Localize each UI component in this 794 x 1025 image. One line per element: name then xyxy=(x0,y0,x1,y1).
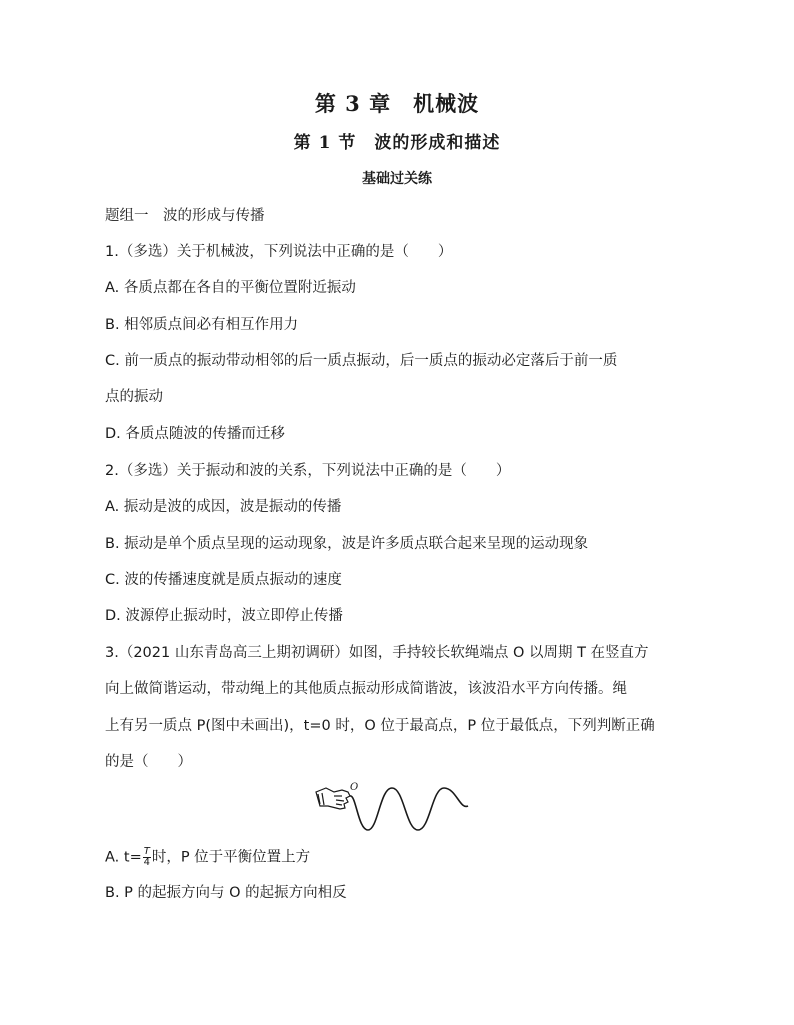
fraction-denominator: 4 xyxy=(143,857,150,868)
chapter-title: 第 3 章 机械波 xyxy=(314,91,480,116)
subsection-title: 基础过关练 xyxy=(362,171,432,187)
answer-paren: （ ） xyxy=(452,463,511,479)
question-2-text: 2.（多选）关于振动和波的关系，下列说法中正确的是 xyxy=(105,463,453,479)
question-1-option-c-line2: 点的振动 xyxy=(105,389,163,405)
question-1-option-c-line1: C. 前一质点的振动带动相邻的后一质点振动，后一质点的振动必定落后于前一质 xyxy=(105,353,618,369)
option-a-suffix: 时，P 位于平衡位置上方 xyxy=(151,849,311,866)
question-1-option-b: B. 相邻质点间必有相互作用力 xyxy=(105,317,299,333)
answer-paren: （ ） xyxy=(134,754,192,770)
question-2-option-b: B. 振动是单个质点呈现的运动现象，波是许多质点联合起来呈现的运动现象 xyxy=(105,536,589,552)
fraction-t-over-4 xyxy=(143,847,151,868)
hand-icon xyxy=(316,788,350,809)
question-2-option-c: C. 波的传播速度就是质点振动的速度 xyxy=(105,572,342,588)
question-3-text: 的是 xyxy=(105,754,134,770)
question-3-line1: 3.（2021 山东青岛高三上期初调研）如图，手持较长软绳端点 O 以周期 T 在竖直方 xyxy=(105,645,649,661)
option-a-prefix: A. t= xyxy=(105,849,142,866)
fraction-numerator: T xyxy=(143,846,150,857)
group-title: 题组一 波的形成与传播 xyxy=(105,208,265,224)
question-1-text: 1.（多选）关于机械波，下列说法中正确的是 xyxy=(105,244,395,260)
question-3-option-a xyxy=(105,847,310,868)
point-o-label: O xyxy=(350,782,359,793)
question-3-line3: 上有另一质点 P(图中未画出)，t=0 时，O 位于最高点，P 位于最低点，下列判断正确 xyxy=(105,718,655,734)
question-2-option-a: A. 振动是波的成因，波是振动的传播 xyxy=(105,499,342,515)
section-title: 第 1 节 波的形成和描述 xyxy=(293,133,501,153)
question-1-stem xyxy=(105,242,453,262)
question-1-option-d: D. 各质点随波的传播而迁移 xyxy=(105,426,285,442)
question-1-option-a: A. 各质点都在各自的平衡位置附近振动 xyxy=(105,280,356,296)
question-3-line2: 向上做简谐运动，带动绳上的其他质点振动形成简谐波，该波沿水平方向传播。绳 xyxy=(105,681,627,697)
question-2-stem xyxy=(105,461,511,481)
wave-curve xyxy=(350,788,468,830)
answer-paren: （ ） xyxy=(394,244,453,260)
question-2-option-d: D. 波源停止振动时，波立即停止传播 xyxy=(105,608,343,624)
hand-rope-wave-figure xyxy=(312,780,482,836)
question-3-option-b: B. P 的起振方向与 O 的起振方向相反 xyxy=(105,885,347,901)
question-3-line4 xyxy=(105,752,190,772)
